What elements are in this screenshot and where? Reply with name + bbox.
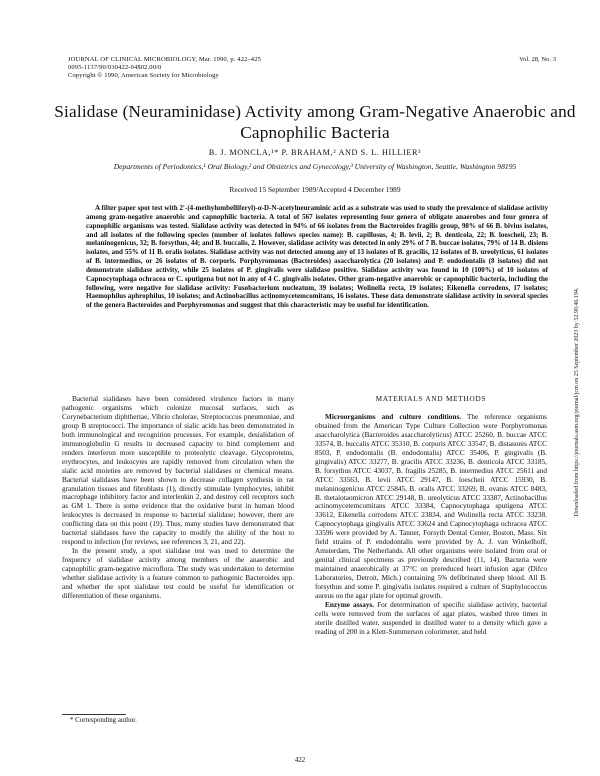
abstract: A filter paper spot test with 2′-(4-methylumbelliferyl)-α-D-N-acetylneuraminic acid as a substrate was used to study the prevalence of sialidase activity among gram-negative anaerobic and capnophilic bacteria. A total of 567 isolates representing four genera of obligate anaerobes and four genera of capnophilic organisms was tested. Sialidase activity was detected in 94% of 66 isolates from the Bacteroides fragilis group, 98% of 66 B. bivius isolates, and all isolates of the following species (number of isolates follows species name): B. capillosus, 4; B. levii, 2; B. denticola, 22; B. loescheii, 23; B. melaninogenicus, 32; B. forsythus, 44; and B. buccalis, 2. However, sialidase activity was detected in only 29% of 7 B. buccae isolates, 79% of 14 B. disiens isolates, and 55% of 11 B. oralis isolates. Sialidase activity was not detected among any of 13 isolates of B. gracilis, 12 isolates of B. ureolyticus, 61 isolates of B. intermedius, or 26 isolates of B. corporis. Porphyromonas (Bacteroides) asaccharolytica (20 isolates) and P. endodontalis (8 isolates) did not demonstrate sialidase activity, while 25 isolates of P. gingivalis were sialidase positive. Sialidase activity was found in 10 (100%) of 10 isolates of Capnocytophaga ochracea or C. sputigena but not in any of 4 C. gingivalis isolates. Other gram-negative anaerobic or capnophilic bacteria, including the following, were negative for sialidase activity: Fusobacterium nucleatum, 39 isolates; Wolinella recta, 19 isolates; Eikenella corrodens, 17 isolates; Haemophilus aphrophilus, 10 isolates; and Actinobacillus actinomycetemcomitans, 16 isolates. These data demonstrate sialidase activity in several species of the genera Bacteroides and Porphyromonas and suggest that this characteristic may be useful for identification. (86, 204, 548, 310)
run-in-heading: Microorganisms and culture conditions. (325, 412, 462, 421)
journal-copyright: Copyright © 1990, American Society for Microbiology (68, 72, 219, 80)
affiliation: Departments of Periodontics,¹ Oral Biology,² and Obstetrics and Gynecology,³ University of Washington, Seattle, Washington 98195 (113, 162, 517, 171)
section-heading: MATERIALS AND METHODS (375, 395, 487, 403)
journal-header (68, 56, 368, 81)
left-column (62, 395, 294, 601)
footnote: * Corresponding author. (70, 717, 137, 724)
page-number: 422 (294, 757, 306, 764)
authors: B. J. MONCLA,¹* P. BRAHAM,² AND S. L. HILLIER³ (208, 148, 422, 157)
received-date: Received 15 September 1989/Accepted 4 December 1989 (229, 185, 401, 194)
download-watermark: Downloaded from https://journals.asm.org/journal/jcm on 25 September 2023 by 52.90.46.194. (574, 287, 580, 517)
intro-paragraph-1: Bacterial sialidases have been considered virulence factors in many pathogenic organisms which colonize mucosal surfaces, such as Corynebacterium diphtheriae, Vibrio cholerae, Streptococcus pneumoniae, and group B streptococci. The importance of sialic acids has been demonstrated in both immunological and recognition processes. For example, desialidation of immunoglobulin G results in decreased capacity to bind complement and renders interferon more susceptible to proteolytic cleavage. Glycoproteins, erythrocytes, and leukocytes are rapidly removed from circulation when the sialic acid moieties are removed by bacterial sialidases or chemical means. Bacterial sialidases have been shown to decrease collagen synthesis in rat granulation tissues and fibroblasts (1), directly stimulate lymphocytes, inhibit macrophage inhibitory factor and interleukin 2, and destroy cell receptors such as GM 1. There is some evidence that the oxidative burst in human blood leukocytes is decreased in response to bacterial sialidase; however, there are conflicting data on this point (19). Thus, many studies have demonstrated that bacterial sialidases have the capacity to modify the ability of the host to respond to infection (for reviews, see references 3, 21, and 22). (62, 395, 294, 547)
article-title: Sialidase (Neuraminidase) Activity among Gram-Negative Anaerobic and Capnophilic Bacteria (54, 102, 576, 142)
volume-info: Vol. 28, No. 3 (519, 56, 556, 63)
paragraph-text: For determination of specific sialidase activity, bacterial cells were removed from the surfaces of agar plates, washed three times in sterile distilled water, suspended in distilled water to a density which gave a reading of 200 in a Klett-Summerson colorimeter, and held (315, 600, 548, 636)
run-in-heading: Enzyme assays. (325, 600, 375, 609)
paragraph-text: The reference organisms obtained from the American Type Culture Collection were Porphyromonas asaccharolytica (Bacteroides asaccharolyticus) ATCC 25260, B. buccae ATCC 33574, B. buccalis ATCC 35310, B. corporis ATCC 33547, B. distasonis ATCC 8503, P. endodontalis (B. endodontalis) ATCC 35406, P. gingivalis (B. gingivalis) ATCC 33277, B. gracilis ATCC 33236, B. denticola ATCC 33185, B. forsythus ATCC 43037, B. fragilis 25285, B. intermedius ATCC 25611 and ATCC 33563, B. levii ATCC 29147, B. loescheii ATCC 15930, B. melaninogenicus ATCC 25845, B. oralis ATCC 33269, B. ovatus ATCC 8483, B. thetaiotaomicron ATCC 29148, B. ureolyticus ATCC 33387, Actinobacillus actinomycetemcomitans ATCC 33384, Capnocytophaga sputigena ATCC 33612, Eikenella corrodens ATCC 23834, and Wolinella recta ATCC 33238. Capnocytophaga gingivalis ATCC 33624 and Capnocytophaga ochracea ATCC 33596 were provided by A. Tanner, Forsyth Dental Center, Boston, Mass. Six field strains of P. endodontalis were provided by A. J. van Winkelhoff, Amsterdam, The Netherlands. All other organisms were isolated from oral or genital clinical specimens as previously described (11, 14). Bacteria were maintained anaerobically at 37°C on prereduced heart infusion agar (Difco Laboratories, Detroit, Mich.) containing 5% defibrinated sheep blood. All B. forsythus and some P. gingivalis isolates required a culture of Staphylococcus aureus on the agar plate for optimal growth. (315, 412, 547, 601)
methods-paragraph-1 (315, 413, 547, 601)
journal-code: 0095-1137/90/030422-04$02.00/0 (68, 64, 162, 72)
right-column (315, 395, 547, 637)
methods-paragraph-2 (315, 601, 547, 637)
footnote-rule (62, 714, 126, 715)
intro-paragraph-2: In the present study, a spot sialidase test was used to determine the frequency of sialidase activity among members of the anaerobic and capnophilic gram-negative microflora. The study was undertaken to determine whether sialidase activity is a feature common to pathogenic Bacteroides spp. and whether the spot sialidase test could be useful for identification or differentiation of these organisms. (62, 547, 294, 600)
journal-citation: JOURNAL OF CLINICAL MICROBIOLOGY, Mar. 1990, p. 422–425 (68, 56, 261, 63)
